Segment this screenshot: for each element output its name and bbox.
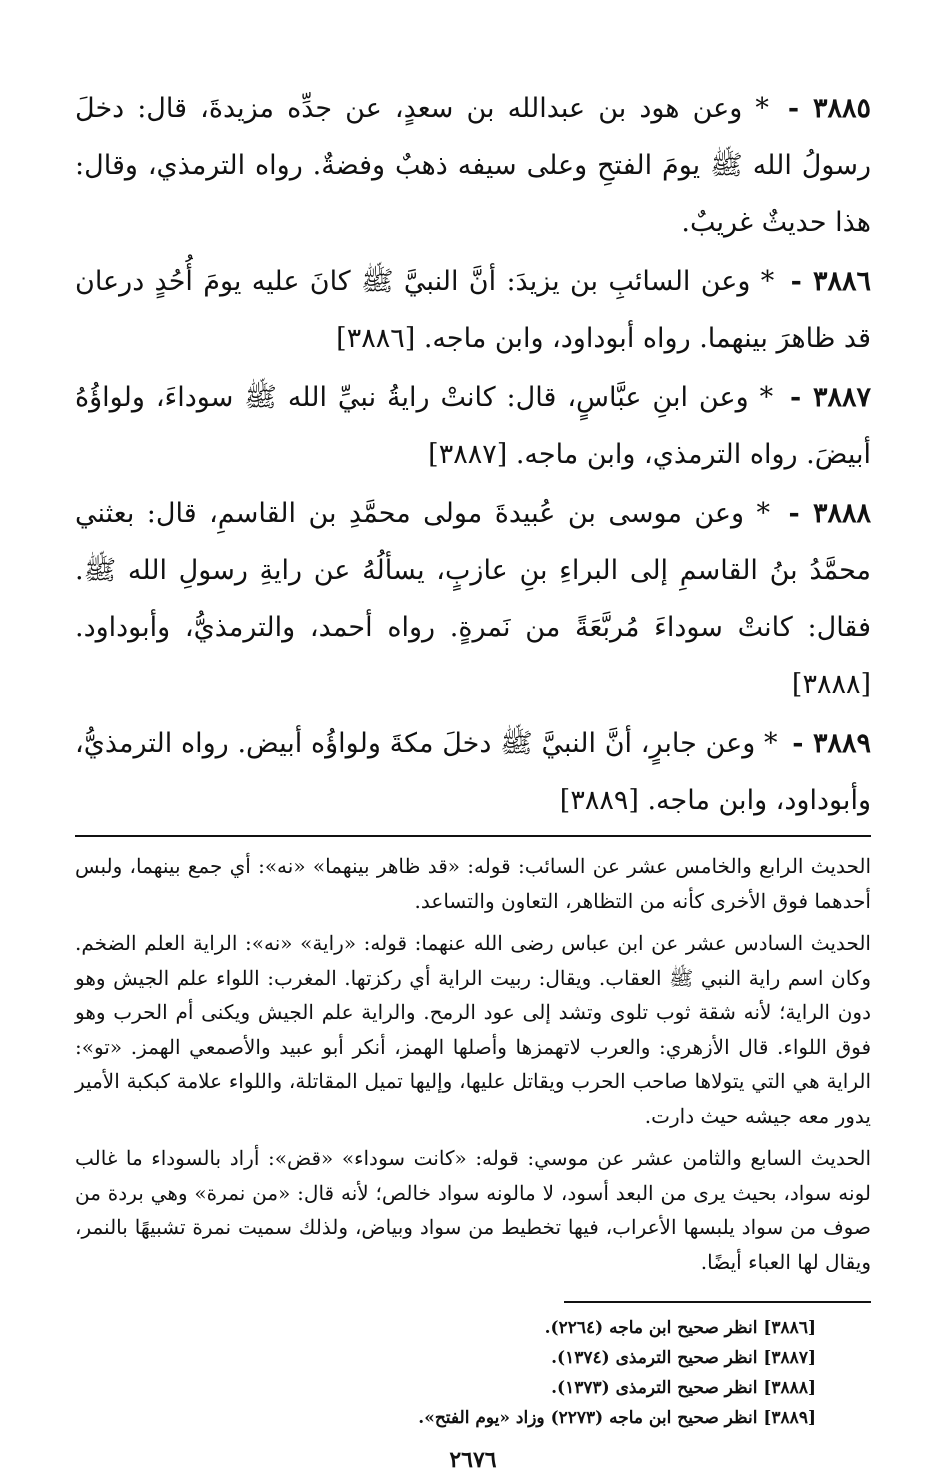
footnote: [٣٨٨٧] انظر صحيح الترمذى (١٣٧٤). — [551, 1348, 816, 1368]
hadith-3888 — [75, 485, 871, 715]
footnotes — [75, 1313, 816, 1433]
hadith-text: * وعن جابرٍ، أنَّ النبيَّ ﷺ دخلَ مكةَ ولواؤُه أبيض. رواه الترمذيُّ، وأبوداود، وابن ماجه. [٣٨٨٩] — [75, 728, 871, 816]
footnote: [٣٨٨٦] انظر صحيح ابن ماجه (٢٢٦٤). — [544, 1318, 816, 1338]
commentary-paragraph: الحديث السابع والثامن عشر عن موسي: قوله: «كانت سوداء» «قض»: أراد بالسوداء ما غالب لونه سواد، بحيث يرى من البعد أسود، لا مالونه سواد خالص؛ لأنه قال: «من نمرة» وهي بردة من صوف من سواد يلبسها الأعراب، فيها تخطيط من سواد وبياض، ولذلك سميت نمرة تشبيهًا بالنمر، ويقال لها العباء أيضًا. — [75, 1146, 872, 1274]
hadith-text: * وعن السائبِ بن يزيدَ: أنَّ النبيَّ ﷺ كانَ عليه يومَ أُحُدٍ درعان قد ظاهرَ بينهما. رواه أبوداود، وابن ماجه. [٣٨٨٦] — [75, 266, 871, 354]
footnote: [٣٨٨٩] انظر صحيح ابن ماجه (٢٢٧٣) وزاد «يوم الفتح». — [418, 1408, 816, 1428]
hadith-list — [75, 80, 871, 831]
section-divider — [75, 835, 871, 837]
hadith-text: * وعن ابنِ عبَّاسٍ، قال: كانتْ رايةُ نبيِّ الله ﷺ سوداءَ، ولواؤُهُ أبيضَ. رواه الترمذي، وابن ماجه. [٣٨٨٧] — [75, 382, 871, 470]
document-page — [75, 80, 871, 1473]
hadith-3885 — [75, 80, 871, 253]
hadith-text: * وعن موسى بن عُبيدةَ مولى محمَّدِ بن القاسمِ، قال: بعثني محمَّدُ بنُ القاسمِ إلى البراءِ بنِ عازبٍ، يسألُهُ عن رايةِ رسولِ الله ﷺ. فقال: كانتْ سوداءَ مُربَّعَةً من نَمرةٍ. رواه أحمد، والترمذيُّ، وأبوداود. [٣٨٨٨] — [75, 498, 871, 700]
commentary-section — [75, 849, 871, 1279]
hadith-3887 — [75, 369, 871, 485]
footnote-divider — [564, 1301, 871, 1303]
footnote: [٣٨٨٨] انظر صحيح الترمذى (١٣٧٣). — [551, 1378, 816, 1398]
hadith-number: ٣٨٨٧ - — [790, 382, 872, 413]
hadith-3889 — [75, 715, 871, 831]
hadith-3886 — [75, 253, 871, 369]
commentary-paragraph: الحديث السادس عشر عن ابن عباس رضى الله عنهما: قوله: «راية» «نه»: الراية العلم الضخم. وكان اسم راية النبي ﷺ العقاب. ويقال: ربيت الراية أي ركزتها. المغرب: اللواء علم الجيش وهو دون الراية؛ لأنه شقة ثوب تلوى وتشد إلى عود الرمح. والراية علم الجيش ويكنى أم الحرب وهو فوق اللواء. قال الأزهري: والعرب لاتهمزها وأصلها الهمز، أنكر أبو عبيد والأصمعي الهمز. «تو»: الراية هي التي يتولاها صاحب الحرب ويقاتل عليها، وإليها تميل المقاتلة، واللواء علامة كبكبة الأمير يدور معه جيشه حيث دارت. — [75, 931, 872, 1128]
hadith-number: ٣٨٨٩ - — [792, 728, 871, 759]
hadith-text: * وعن هود بن عبدالله بن سعدٍ، عن جدِّه مزيدةَ، قال: دخلَ رسولُ الله ﷺ يومَ الفتحِ وعلى سيفه ذهبٌ وفضةٌ. رواه الترمذي، وقال: هذا حديثٌ غريبٌ. — [75, 93, 871, 238]
hadith-number: ٣٨٨٥ - — [787, 93, 871, 124]
hadith-number: ٣٨٨٦ - — [790, 266, 871, 297]
page-number: ٢٦٧٦ — [449, 1447, 497, 1473]
hadith-number: ٣٨٨٨ - — [788, 498, 871, 529]
commentary-paragraph: الحديث الرابع والخامس عشر عن السائب: قوله: «قد ظاهر بينهما» «نه»: أي جمع بينهما، ولبس أحدهما فوق الأخرى كأنه من التظاهر، التعاون والتساعد. — [75, 854, 871, 913]
footnote-divider-wrap — [75, 1287, 871, 1313]
